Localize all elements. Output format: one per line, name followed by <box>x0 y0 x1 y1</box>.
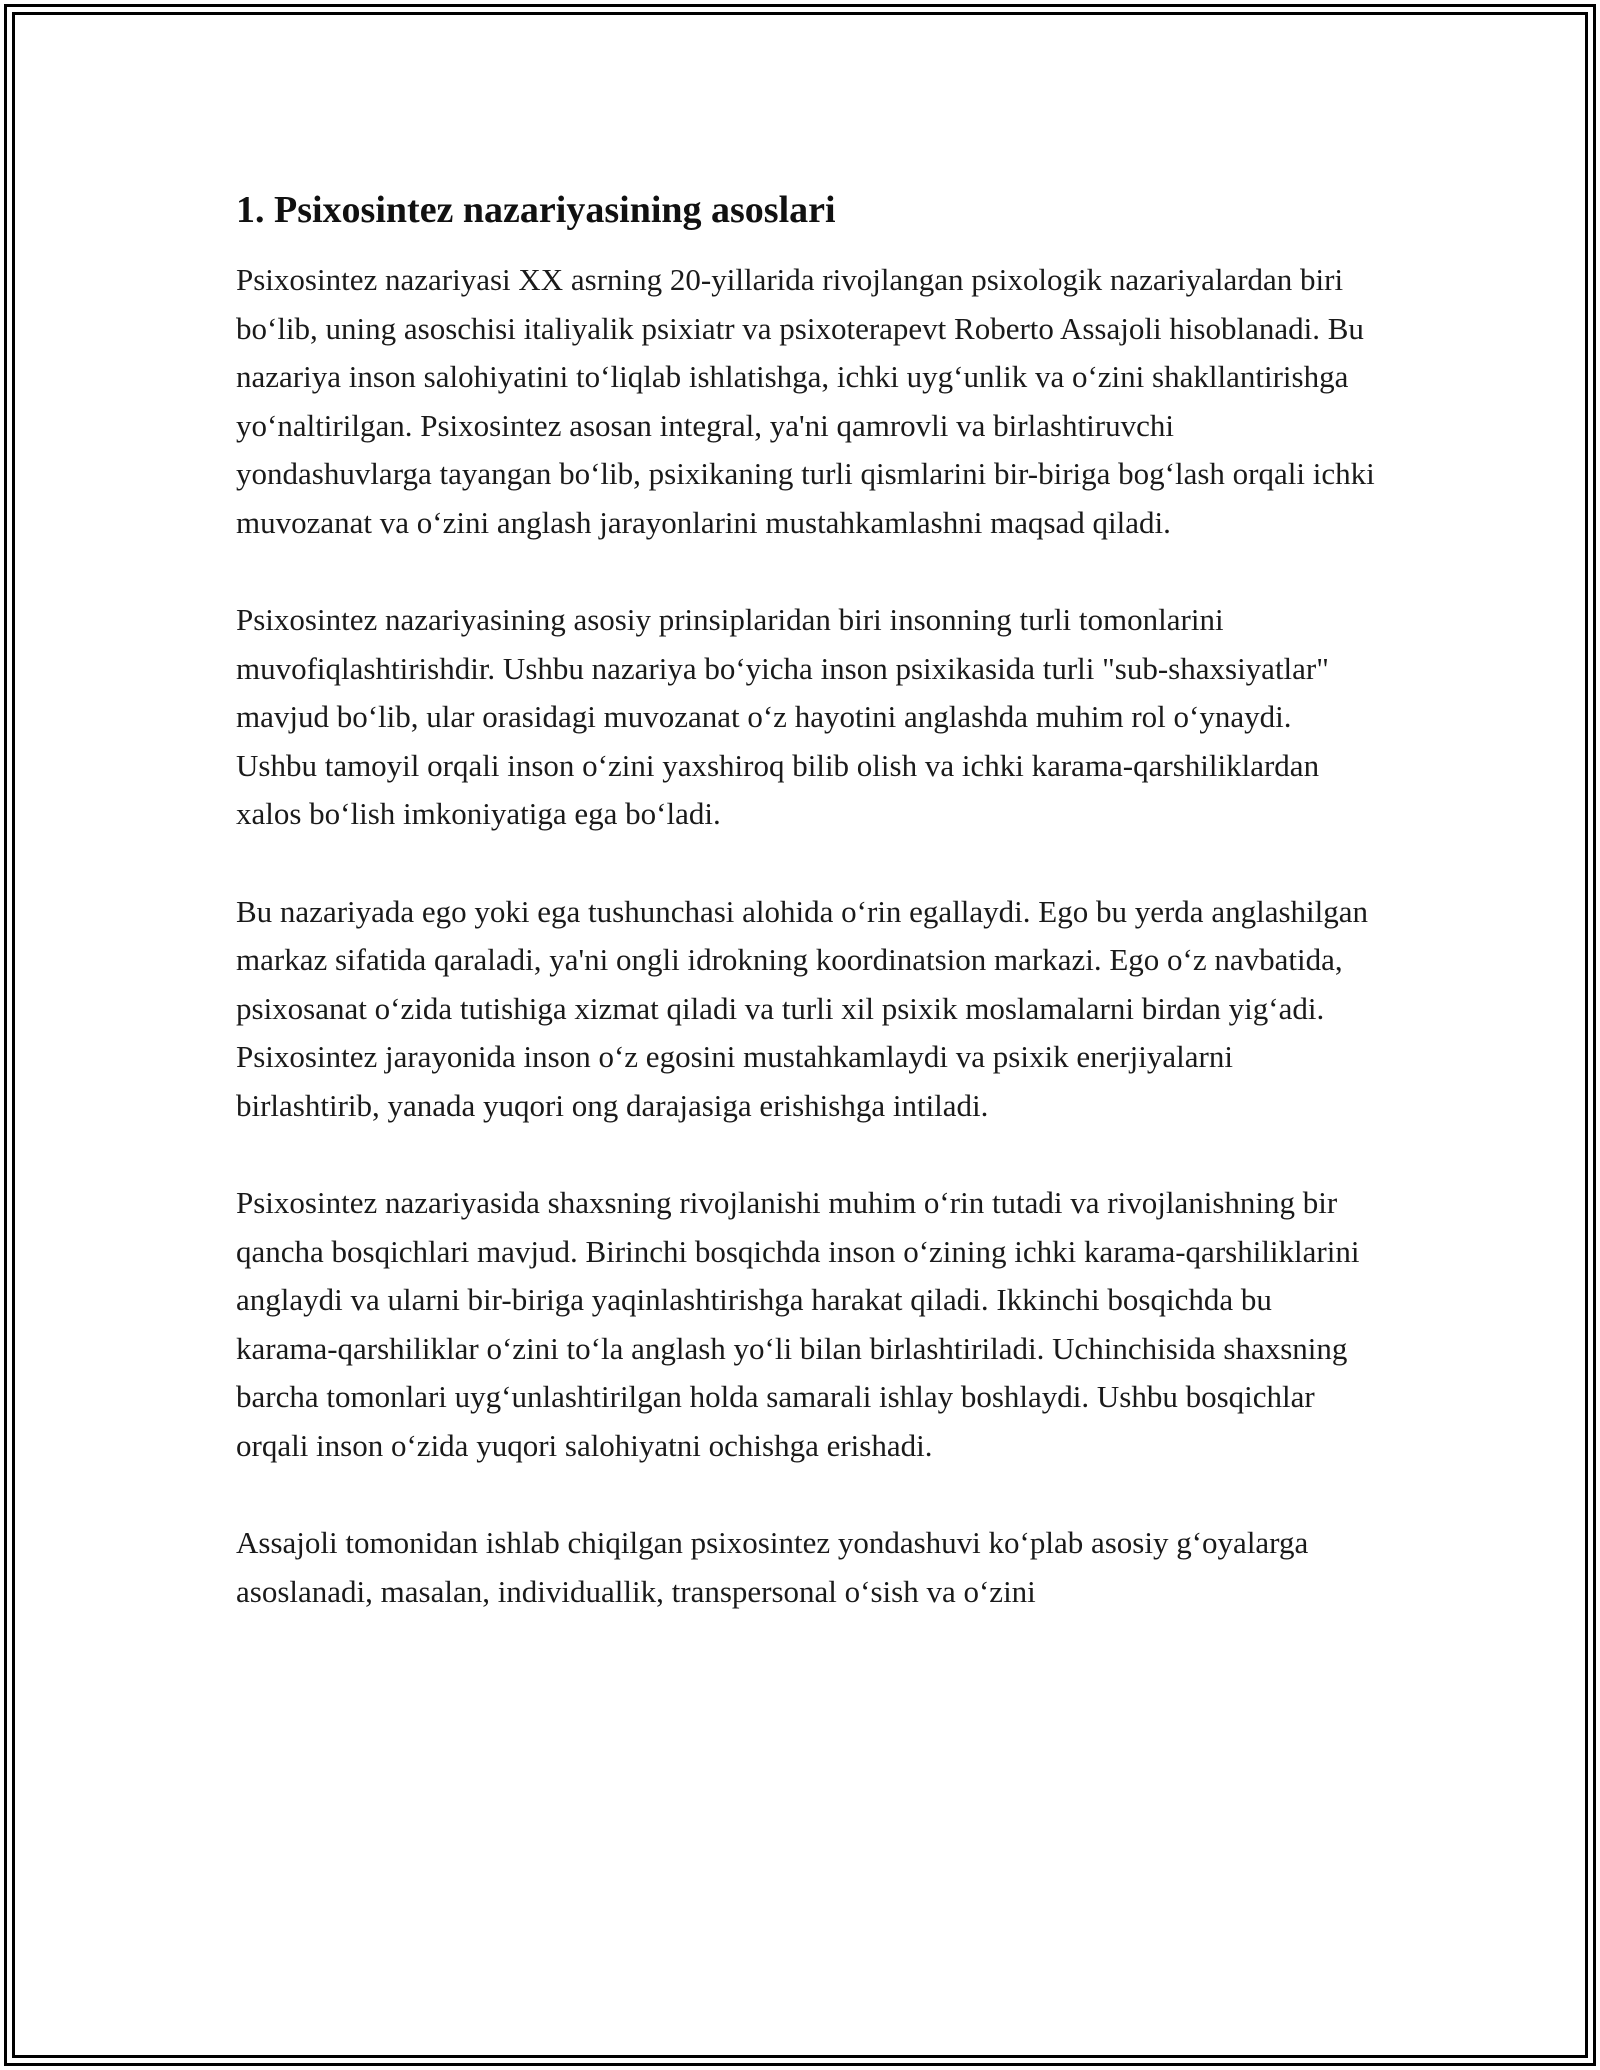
section-heading: 1. Psixosintez nazariyasining asoslari <box>236 189 836 231</box>
paragraph-development-stages: Psixosintez nazariyasida shaxsning rivojlanishi muhim o‘rin tutadi va rivojlanishning bir qancha bosqichlari mavjud. Birinchi bosqichda inson o‘zining ichki karama-qarshiliklarini anglaydi va ularni bir-biriga yaqinlashtirishga harakat qiladi. Ikkinchi bosqichda bu karama-qarshiliklar o‘zini to‘la anglash yo‘li bilan birlashtiriladi. Uchinchisida shaxsning barcha tomonlari uyg‘unlashtirilgan holda samarali ishlay boshlaydi. Ushbu bosqichlar orqali inson o‘zida yuqori salohiyatni ochishga erishadi. <box>236 1185 1360 1463</box>
document-body <box>236 186 1376 1665</box>
paragraph-principles: Psixosintez nazariyasining asosiy prinsiplaridan biri insonning turli tomonlarini muvofiqlashtirishdir. Ushbu nazariya bo‘yicha inson psixikasida turli "sub-shaxsiyatlar" mavjud bo‘lib, ular orasidagi muvozanat o‘z hayotini anglashda muhim rol o‘ynaydi. Ushbu tamoyil orqali inson o‘zini yaxshiroq bilib olish va ichki karama-qarshiliklardan xalos bo‘lish imkoniyatiga ega bo‘ladi. <box>236 602 1329 831</box>
paragraph-assajoli-approach: Assajoli tomonidan ishlab chiqilgan psixosintez yondashuvi ko‘plab asosiy g‘oyalarga asoslanadi, masalan, individuallik, transpersonal o‘sish va o‘zini <box>236 1525 1309 1609</box>
paragraph-intro: Psixosintez nazariyasi XX asrning 20-yillarida rivojlangan psixologik nazariyalardan biri bo‘lib, uning asoschisi italiyalik psixiatr va psixoterapevt Roberto Assajoli hisoblanadi. Bu nazariya inson salohiyatini to‘liqlab ishlatishga, ichki uyg‘unlik va o‘zini shakllantirishga yo‘naltirilgan. Psixosintez asosan integral, ya'ni qamrovli va birlashtiruvchi yondashuvlarga tayangan bo‘lib, psixikaning turli qismlarini bir-biriga bog‘lash orqali ichki muvozanat va o‘zini anglash jarayonlarini mustahkamlashni maqsad qiladi. <box>236 262 1375 540</box>
paragraph-ego: Bu nazariyada ego yoki ega tushunchasi alohida o‘rin egallaydi. Ego bu yerda anglashilgan markaz sifatida qaraladi, ya'ni ongli idrokning koordinatsion markazi. Ego o‘z navbatida, psixosanat o‘zida tutishiga xizmat qiladi va turli xil psixik moslamalarni birdan yig‘adi. Psixosintez jarayonida inson o‘z egosini mustahkamlaydi va psixik enerjiyalarni birlashtirib, yanada yuqori ong darajasiga erishishga intiladi. <box>236 893 1368 1123</box>
